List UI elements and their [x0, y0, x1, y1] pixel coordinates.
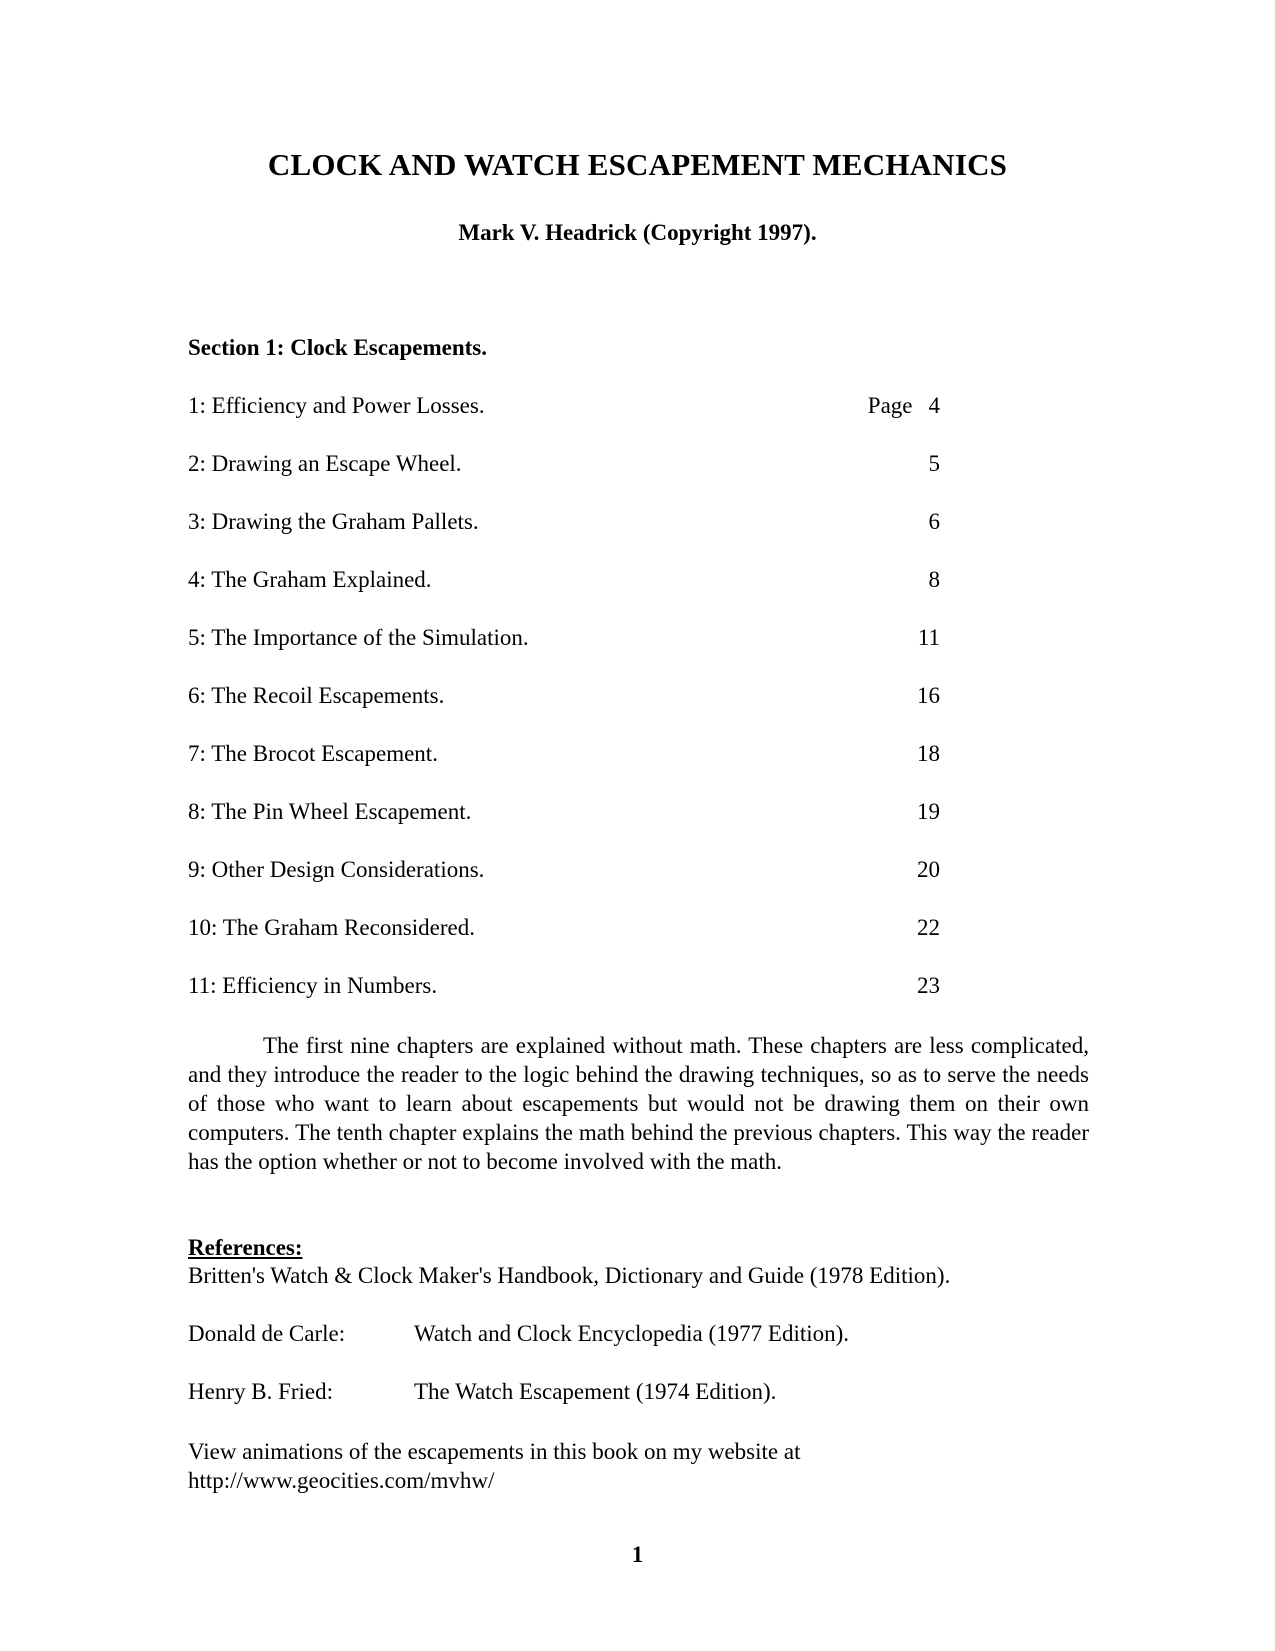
toc-entry [188, 450, 940, 508]
toc-entry-page-number: 20 [917, 857, 940, 882]
reference-author: Donald de Carle: [188, 1321, 346, 1346]
toc-entry [188, 392, 940, 450]
toc-entry-page-number: 22 [917, 915, 940, 940]
reference-author: Henry B. Fried: [188, 1379, 334, 1404]
toc-entry-page-number: 23 [917, 973, 940, 998]
toc-entry-page [868, 392, 940, 420]
toc-entry [188, 972, 940, 1030]
table-of-contents [188, 392, 940, 1030]
toc-entry-label: 9: Other Design Considerations. [188, 857, 485, 882]
toc-entry-page-number: 19 [917, 799, 940, 824]
toc-entry [188, 740, 940, 798]
author-line: Mark V. Headrick (Copyright 1997). [458, 220, 817, 245]
toc-entry [188, 798, 940, 856]
toc-entry [188, 624, 940, 682]
toc-entry-page-number: 4 [928, 393, 940, 418]
toc-entry [188, 566, 940, 624]
intro-paragraph: The first nine chapters are explained without math. These chapters are less complicated, and they introduce the reader to the logic behind the drawing techniques, so as to serve the needs of those who want to learn about escapements but would not be drawing them on their own computers. The tenth chapter explains the math behind the previous chapters. This way the reader has the option whether or not to become involved with the math. [188, 1033, 1089, 1174]
references-heading: References: [188, 1235, 303, 1260]
toc-entry-page-number: 6 [928, 509, 940, 534]
toc-entry [188, 856, 940, 914]
website-url: http://www.geocities.com/mvhw/ [188, 1468, 495, 1493]
section-heading: Section 1: Clock Escapements. [188, 335, 487, 360]
document-title: CLOCK AND WATCH ESCAPEMENT MECHANICS [267, 147, 1008, 182]
toc-entry-label: 6: The Recoil Escapements. [188, 683, 445, 708]
toc-entry-label: 8: The Pin Wheel Escapement. [188, 799, 472, 824]
toc-entry-page-number: 5 [928, 451, 940, 476]
toc-entry [188, 508, 940, 566]
toc-entry-page-number: 8 [928, 567, 940, 592]
reference-entry [188, 1378, 776, 1406]
website-note-text: View animations of the escapements in this book on my website at [188, 1439, 801, 1464]
reference-work: Watch and Clock Encyclopedia (1977 Edition). [414, 1321, 850, 1346]
toc-entry-label: 4: The Graham Explained. [188, 567, 432, 592]
reference-entry [188, 1262, 950, 1290]
toc-entry-label: 2: Drawing an Escape Wheel. [188, 451, 462, 476]
reference-entry [188, 1320, 849, 1348]
toc-entry-label: 7: The Brocot Escapement. [188, 741, 438, 766]
toc-entry [188, 914, 940, 972]
reference-work: The Watch Escapement (1974 Edition). [414, 1379, 777, 1404]
page-number: 1 [631, 1542, 644, 1567]
toc-entry [188, 682, 940, 740]
toc-entry-label: 5: The Importance of the Simulation. [188, 625, 529, 650]
toc-page-prefix: Page [867, 393, 913, 418]
reference-work: Britten's Watch & Clock Maker's Handbook, Dictionary and Guide (1978 Edition). [188, 1263, 951, 1288]
toc-entry-label: 10: The Graham Reconsidered. [188, 915, 475, 940]
website-note [188, 1437, 800, 1495]
toc-entry-label: 3: Drawing the Graham Pallets. [188, 509, 479, 534]
toc-entry-label: 11: Efficiency in Numbers. [188, 973, 438, 998]
toc-entry-page-number: 18 [917, 741, 940, 766]
toc-entry-page-number: 16 [917, 683, 940, 708]
toc-entry-label: 1: Efficiency and Power Losses. [188, 393, 485, 418]
toc-entry-page-number: 11 [917, 625, 940, 650]
